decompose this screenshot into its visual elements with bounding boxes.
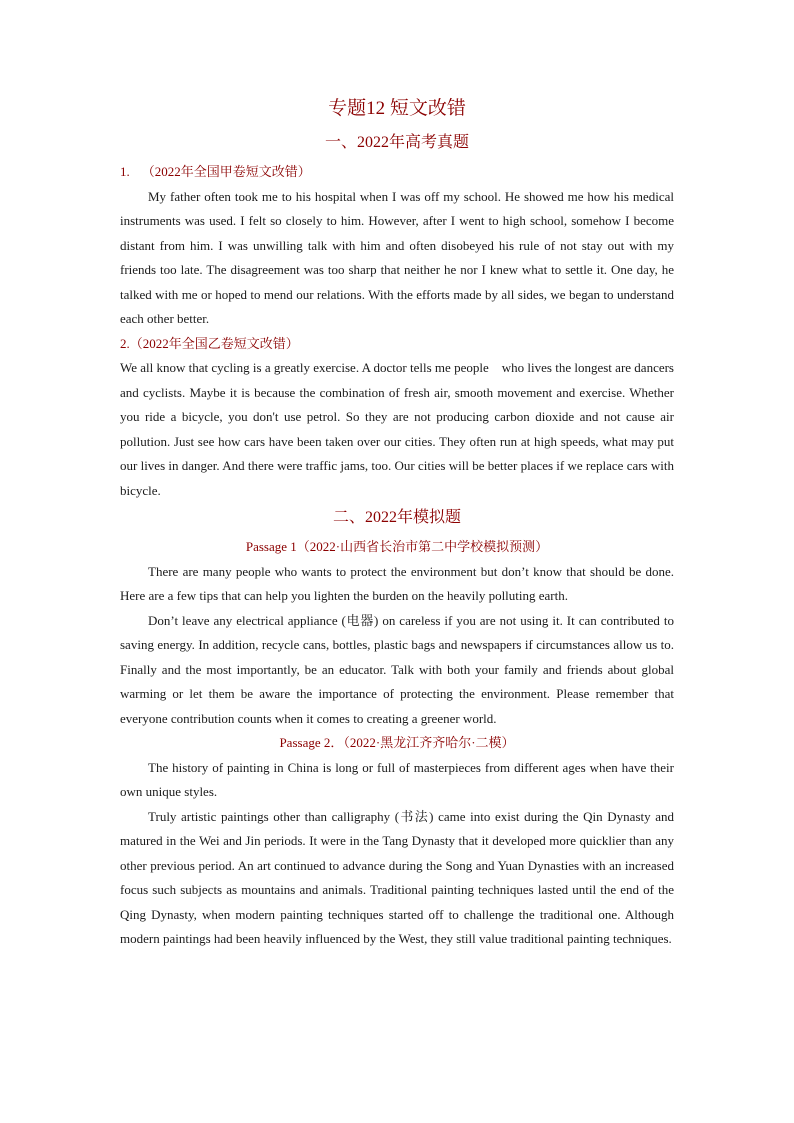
question-2-source: （2022年全国乙卷短文改错）: [129, 335, 299, 351]
question-1-source: （2022年全国甲卷短文改错）: [141, 164, 311, 179]
question-2-number: 2.: [120, 335, 130, 351]
section-heading-exam: 一、2022年高考真题: [324, 134, 469, 151]
passage-1-paragraph-2: Don’t leave any electrical appliance (电器) on careless if you are not using it. It can contributed to saving energy. In addition, recycle cans, bottles, plastic bags and newspapers if circumstances allow us to. Finally and the most importantly, be an educator. Talk with both your family and friends about global warming or let them be aware the importance of protecting the environment. Please remember that everyone contribution counts when it comes to creating a greener world.: [120, 612, 674, 726]
passage-1-header: Passage 1（2022·山西省长治市第二中学校模拟预测）: [245, 539, 549, 554]
passage-2-header: Passage 2．（2022·黑龙江齐齐哈尔·二模）: [279, 735, 515, 750]
question-1-header: [120, 160, 674, 185]
passage-1-paragraph-1: There are many people who wants to protect the environment but don’t know that should be done. Here are a few tips that can help you lighten the burden on the heavily polluting earth.: [120, 563, 674, 603]
section-heading-mock: 二、2022年模拟题: [332, 509, 461, 526]
question-2-header: [120, 332, 674, 357]
document-page: [120, 92, 678, 952]
question-2-text: We all know that cycling is a greatly exercise. A doctor tells me people who lives the longest are dancers and cyclists. Maybe it is because the combination of fresh air, smooth movement and exercise. Whether you ride a bicycle, you don't use petrol. So they are not producing carbon dioxide and not cause air pollution. Just see how cars have been taken over our cities. They often run at high speeds, what may put our lives in danger. And there were traffic jams, too. Our cities will be better places if we replace cars with bicycle.: [120, 360, 678, 498]
question-1-number: 1.: [120, 164, 130, 179]
passage-2-paragraph-2: Truly artistic paintings other than calligraphy (书法) came into exist during the Qin Dynasty and matured in the Wei and Jin periods. It were in the Tang Dynasty that it developed more quicklier than any other previous period. An art continued to advance during the Song and Yuan Dynasties with an increased focus such subjects as mountains and animals. Traditional painting techniques lasted until the end of the Qing Dynasty, when modern painting techniques started off to challenge the traditional one. Although modern paintings had been heavily influenced by the West, they still value traditional painting techniques.: [120, 808, 674, 946]
passage-2-paragraph-1: The history of painting in China is long or full of masterpieces from different ages when have their own unique styles.: [120, 759, 674, 799]
question-1-text: My father often took me to his hospital when I was off my school. He showed me how his medical instruments was used. I felt so closely to him. However, after I went to high school, somehow I become distant from him. I was unwilling talk with him and often disobeyed his rule of not stay out with my friends too late. The disagreement was too sharp that neither he nor I knew what to settle it. One day, he talked with me or hoped to mend our relations. With the efforts made by all sides, we began to understand each other better.: [120, 188, 674, 326]
page-title: 专题12 短文改错: [328, 98, 466, 119]
